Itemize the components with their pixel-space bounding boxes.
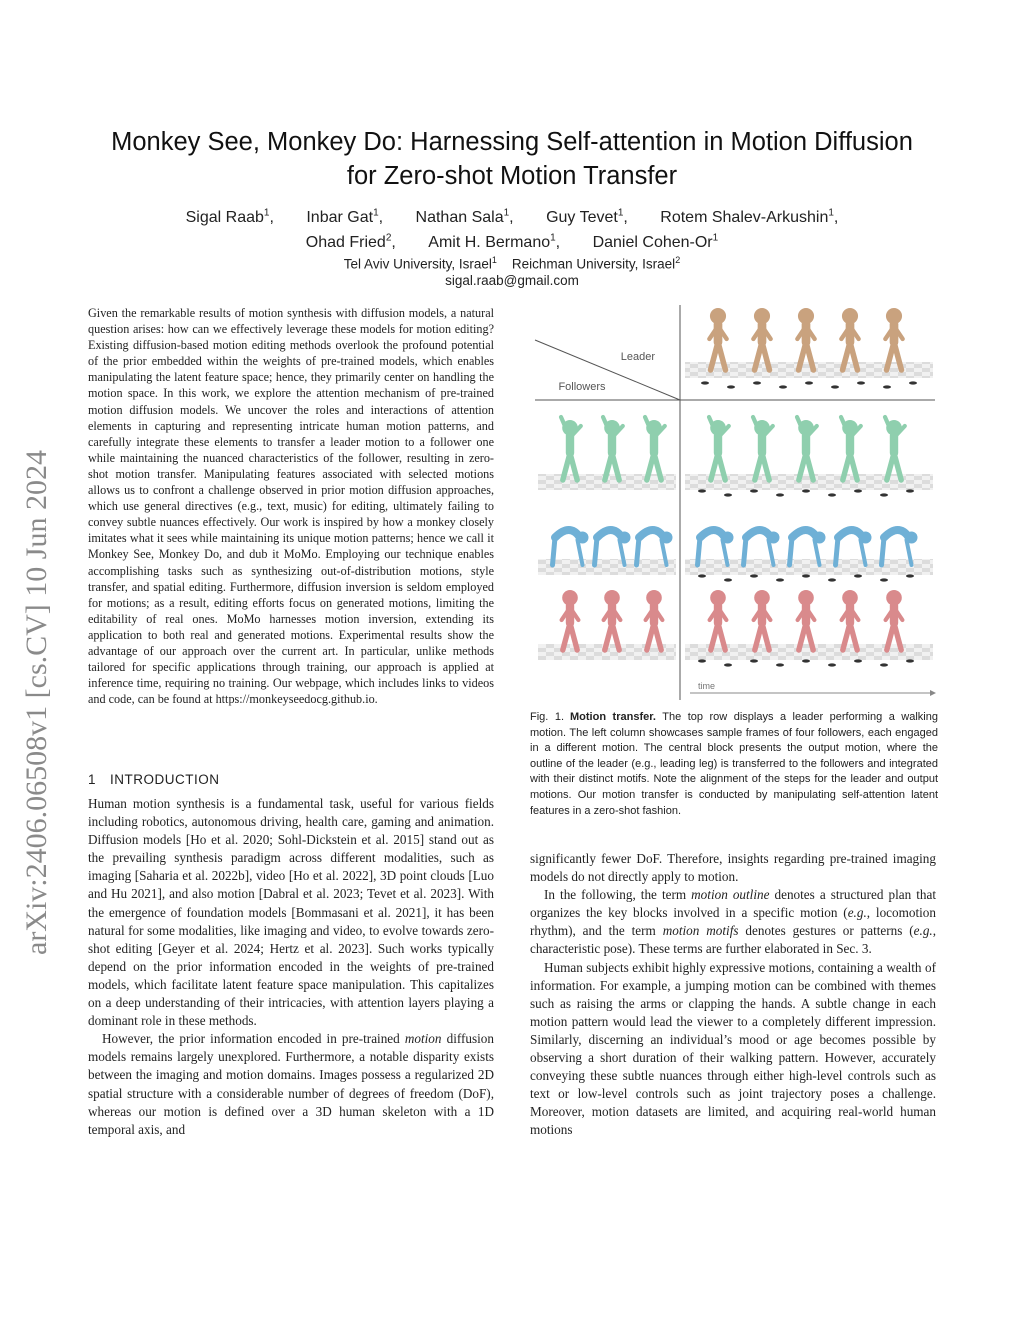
figure-person bbox=[746, 530, 771, 538]
footprint bbox=[854, 489, 862, 492]
footprint bbox=[802, 659, 810, 662]
footprint bbox=[880, 493, 888, 496]
intro-right-column bbox=[530, 850, 936, 1140]
figure-person bbox=[595, 538, 598, 566]
footprint bbox=[698, 659, 706, 662]
footprint bbox=[854, 574, 862, 577]
figure-person bbox=[555, 530, 580, 538]
intro-paragraph-2: However, the prior information encoded in pre-trained motion diffusion models remains largely unexplored. Furthermore, a notable disparity exists between the imaging and motion domains. Images possess a regularized 2D spatial structure with a considerable number of degrees of freedom (DoF), whereas our motion is defined over a 3D human skeleton with a 1D temporal axis, and bbox=[88, 1031, 494, 1137]
footprint bbox=[724, 663, 732, 666]
footprint bbox=[805, 381, 813, 384]
intro-left-column bbox=[88, 795, 494, 1139]
footprint bbox=[698, 574, 706, 577]
author: Sigal Raab$^1$, bbox=[185, 208, 274, 227]
figure-person bbox=[597, 530, 622, 538]
footprint bbox=[906, 659, 914, 662]
figure-caption bbox=[530, 710, 938, 819]
author: Guy Tevet$^1$, bbox=[546, 208, 628, 227]
footprint bbox=[724, 578, 732, 581]
figure-person bbox=[792, 530, 817, 538]
footprint bbox=[828, 663, 836, 666]
author: Daniel Cohen-Or$^1$ bbox=[592, 233, 719, 252]
output-floor bbox=[685, 559, 933, 575]
figure-person bbox=[744, 538, 747, 566]
email[interactable]: sigal.raab@gmail.com bbox=[445, 273, 579, 288]
figure-person bbox=[637, 538, 640, 566]
figure-person bbox=[884, 530, 909, 538]
time-arrow-icon bbox=[930, 690, 936, 696]
right-paragraph-1: significantly fewer DoF. Therefore, insights regarding pre-trained imaging models do not directly apply to motion. bbox=[530, 851, 936, 885]
footprint bbox=[753, 381, 761, 384]
figure-person bbox=[639, 530, 664, 538]
followers-label: Followers bbox=[558, 381, 606, 393]
footprint bbox=[857, 381, 865, 384]
caption-text: The top row displays a leader performing a walking motion. The left column showcases sample frames of four followers, each engaged in a different motion. The central block presents the output motion, where the outline of the leader (e.g., leading leg) is transferred to the followers and integrated with their distinct motifs. Note the alignment of the steps for the leader and output motions. Our motion transfer is conducted by manipulating self-attention latent features in a zero-shot fashion. bbox=[530, 711, 938, 817]
footprint bbox=[776, 493, 784, 496]
author: Nathan Sala$^1$, bbox=[415, 208, 514, 227]
footprint bbox=[880, 578, 888, 581]
footprint bbox=[854, 659, 862, 662]
time-label: time bbox=[698, 681, 716, 691]
figure-scenes bbox=[538, 308, 933, 667]
footprint bbox=[776, 663, 784, 666]
footprint bbox=[776, 578, 784, 581]
footprint bbox=[750, 489, 758, 492]
section-title: INTRODUCTION bbox=[110, 772, 220, 787]
author: Inbar Gat$^1$, bbox=[306, 208, 384, 227]
affiliation-1: Tel Aviv University, Israel bbox=[343, 256, 492, 272]
leader-label: Leader bbox=[620, 351, 655, 363]
footprint bbox=[880, 663, 888, 666]
right-paragraph-2: In the following, the term motion outline denotes a structured plan that organizes the key blocks involved in a specific motion (e.g., locomotion rhythm), and the term motion motifs denotes gestures or patterns (e.g., characteristic pose). These terms are further elaborated in Sec. 3. bbox=[530, 887, 937, 957]
arxiv-stamp bbox=[8, 350, 60, 960]
footprint bbox=[750, 659, 758, 662]
footprint bbox=[828, 578, 836, 581]
figure-person bbox=[882, 538, 885, 566]
section-heading bbox=[88, 772, 494, 787]
motion-transfer-figure bbox=[530, 300, 940, 710]
footprint bbox=[698, 489, 706, 492]
footprint bbox=[701, 381, 709, 384]
figure-person bbox=[553, 538, 556, 566]
footprint bbox=[727, 385, 735, 388]
figure-person bbox=[700, 530, 725, 538]
intro-paragraph-1: Human motion synthesis is a fundamental task, useful for various fields including robotics, autonomous driving, health care, gaming and animation. Diffusion models [Ho et al. 2020; Sohl-Dickstein et al. 2015] stand out as the prevailing synthesis paradigm across different modalities, such as imaging [Saharia et al. 2022b], video [Ho et al. 2022], 3D point clouds [Luo and Hu 2021], and also motion [Dabral et al. 2023; Tevet et al. 2023]. With the emergence of foundation models [Bommasani et al. 2021], it has been natural for some modalities, like imaging and video, to evolve towards zero-shot editing [Geyer et al. 2024; Hertz et al. 2023]. Such works typically depend on the prior information encoded in the weights of pre-trained models, which facilitate latent feature space manipulation. This capitalizes on a deep understanding of their intricacies, with attention layers playing a dominant role in these methods. bbox=[88, 796, 494, 1029]
affiliation-2: Reichman University, Israel bbox=[511, 256, 676, 272]
figure-1 bbox=[530, 300, 940, 710]
footprint bbox=[909, 381, 917, 384]
author: Amit H. Bermano$^1$, bbox=[428, 233, 561, 252]
footprint bbox=[779, 385, 787, 388]
abstract-text: Given the remarkable results of motion synthesis with diffusion models, a natural question arises: how can we effectively leverage these models for motion editing? Existing diffusion-based motion editing methods overlook the profound potential of the prior embedded within the weights of pre-trained models, which enables manipulating the latent feature space; hence, they primarily center on handling the motion space. In this work, we explore the attention mechanism of pre-trained motion diffusion models. We uncover the roles and interactions of attention elements in capturing and representing intricate human motion patterns, and carefully integrate these elements to transfer a leader motion to a follower one while maintaining the nuanced characteristics of the follower, resulting in zero-shot motion transfer. Manipulating features associated with selected motions allows us to confront a challenge observed in prior motion diffusion approaches, which use general directives (e.g., text, music) for editing, ultimately failing to convey subtle nuances effectively. Our work is inspired by how a monkey closely imitates what it sees while maintaining its unique motion patterns; hence we call it Monkey See, Monkey Do, and dub it MoMo. Employing our technique enables accomplishing tasks such as synthesizing out-of-distribution motions, style transfer, and spatial editing. Furthermore, diffusion inversion is seldom employed for motions; as a result, editing efforts focus on generated motions, limiting the editability of real ones. MoMo harnesses motion inversion, extending its application to both real and generated motions. Experimental results show the advantage of our approach over the current art. In particular, unlike methods tailored for specific applications through training, our approach is applied at inference time, requiring no training. Our webpage, which includes links to videos and code, can be found at https://monkeyseedocg.github.io. bbox=[88, 306, 494, 707]
author: Rotem Shalev-Arkushin$^1$, bbox=[660, 208, 839, 227]
footprint bbox=[883, 385, 891, 388]
footprint bbox=[831, 385, 839, 388]
footprint bbox=[828, 493, 836, 496]
caption-label: Fig. 1. bbox=[530, 711, 565, 723]
footprint bbox=[906, 574, 914, 577]
paper-title-line2: for Zero-shot Motion Transfer bbox=[346, 162, 678, 190]
arxiv-id: arXiv:2406.06508v1 [cs.CV] 10 Jun 2024 bbox=[20, 450, 53, 955]
right-paragraph-3: Human subjects exhibit highly expressive motions, containing a wealth of information. For example, a jumping motion can be combined with themes such as raising the arms or clapping the hands. A subtle change in each motion pattern would lead the viewer to a completely different impression. Similarly, discerning an individual’s mood or age becomes possible by observing a short duration of their walking pattern. However, accurately conveying these subtle nuances through either high-level controls such as text or low-level controls such as joint trajectory poses a challenge. Moreover, motion datasets are limited, and acquiring real-world human motions bbox=[530, 959, 936, 1138]
abstract bbox=[88, 305, 494, 707]
figure-person bbox=[790, 538, 793, 566]
figure-person bbox=[836, 538, 839, 566]
affiliations: Tel Aviv University, Israel$^1$ Reichman University, Israel$^2$ bbox=[343, 255, 681, 272]
footprint bbox=[802, 574, 810, 577]
diagonal-divider bbox=[535, 340, 680, 400]
caption-title: Motion transfer. bbox=[570, 711, 656, 723]
figure-person bbox=[698, 538, 701, 566]
footprint bbox=[724, 493, 732, 496]
footprint bbox=[906, 489, 914, 492]
footprint bbox=[750, 574, 758, 577]
footprint bbox=[802, 489, 810, 492]
section-number: 1 bbox=[88, 772, 97, 787]
paper-title-line1: Monkey See, Monkey Do: Harnessing Self-attention in Motion Diffusion bbox=[111, 128, 913, 156]
figure-person bbox=[838, 530, 863, 538]
author: Ohad Fried$^2$, bbox=[305, 233, 396, 252]
follower-floor bbox=[538, 559, 676, 575]
